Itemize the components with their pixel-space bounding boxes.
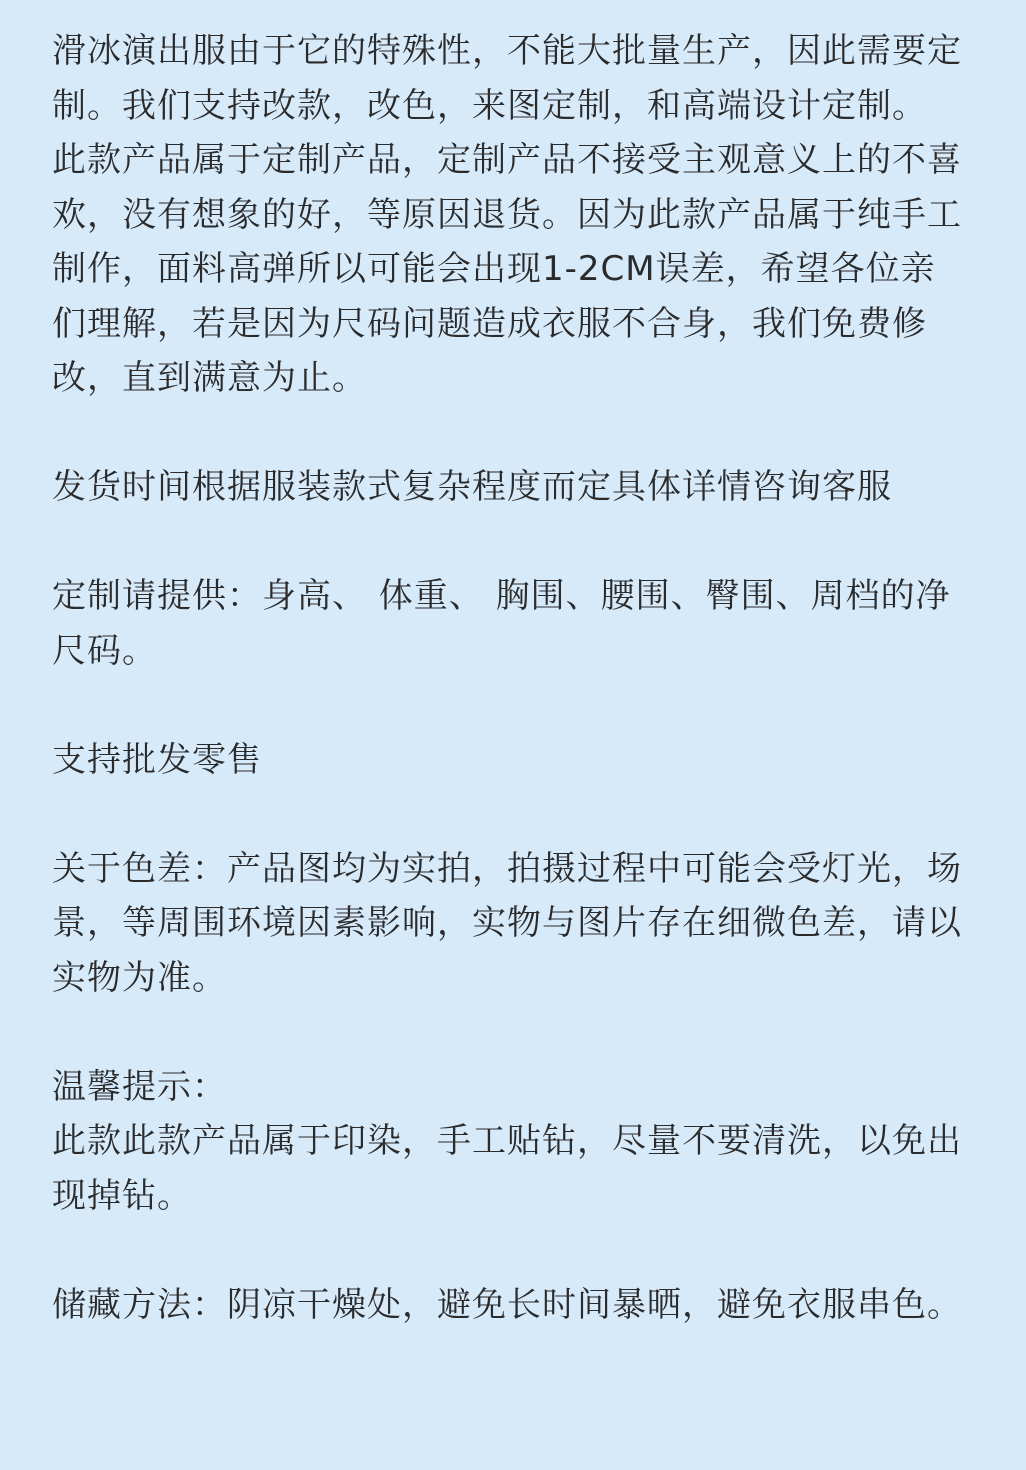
return-policy-paragraph: 此款产品属于定制产品，定制产品不接受主观意义上的不喜欢，没有想象的好，等原因退货。因为此款产品属于纯手工制作，面料高弹所以可能会出现1-2CM误差，希望各位亲们理解，若是因为尺码问题造成衣服不合身，我们免费修改，直到满意为止。 — [52, 140, 962, 398]
color-difference-paragraph: 关于色差：产品图均为实拍，拍摄过程中可能会受灯光，场景，等周围环境因素影响，实物与图片存在细微色差，请以实物为准。 — [52, 848, 962, 998]
paragraph-gap — [52, 1005, 967, 1060]
care-paragraph: 此款此款产品属于印染，手工贴钻，尽量不要清洗，以免出现掉钻。 — [52, 1121, 962, 1216]
measurements-paragraph: 定制请提供：身高、 体重、 胸围、腰围、臀围、周档的净尺码。 — [52, 576, 951, 671]
customization-paragraph: 滑冰演出服由于它的特殊性，不能大批量生产，因此需要定制。我们支持改款，改色，来图定制，和高端设计定制。 — [52, 31, 962, 126]
shipping-time-paragraph: 发货时间根据服装款式复杂程度而定具体详情咨询客服 — [52, 467, 892, 507]
paragraph-gap — [52, 678, 967, 733]
description-content — [52, 24, 967, 1332]
storage-paragraph: 储藏方法：阴凉干燥处，避免长时间暴晒，避免衣服串色。 — [52, 1284, 962, 1325]
paragraph-gap — [52, 406, 967, 461]
paragraph-gap — [52, 515, 967, 570]
paragraph-gap — [52, 1223, 967, 1278]
paragraph-gap — [52, 787, 967, 842]
wholesale-paragraph: 支持批发零售 — [52, 739, 262, 780]
warm-tip-heading: 温馨提示： — [52, 1066, 227, 1107]
